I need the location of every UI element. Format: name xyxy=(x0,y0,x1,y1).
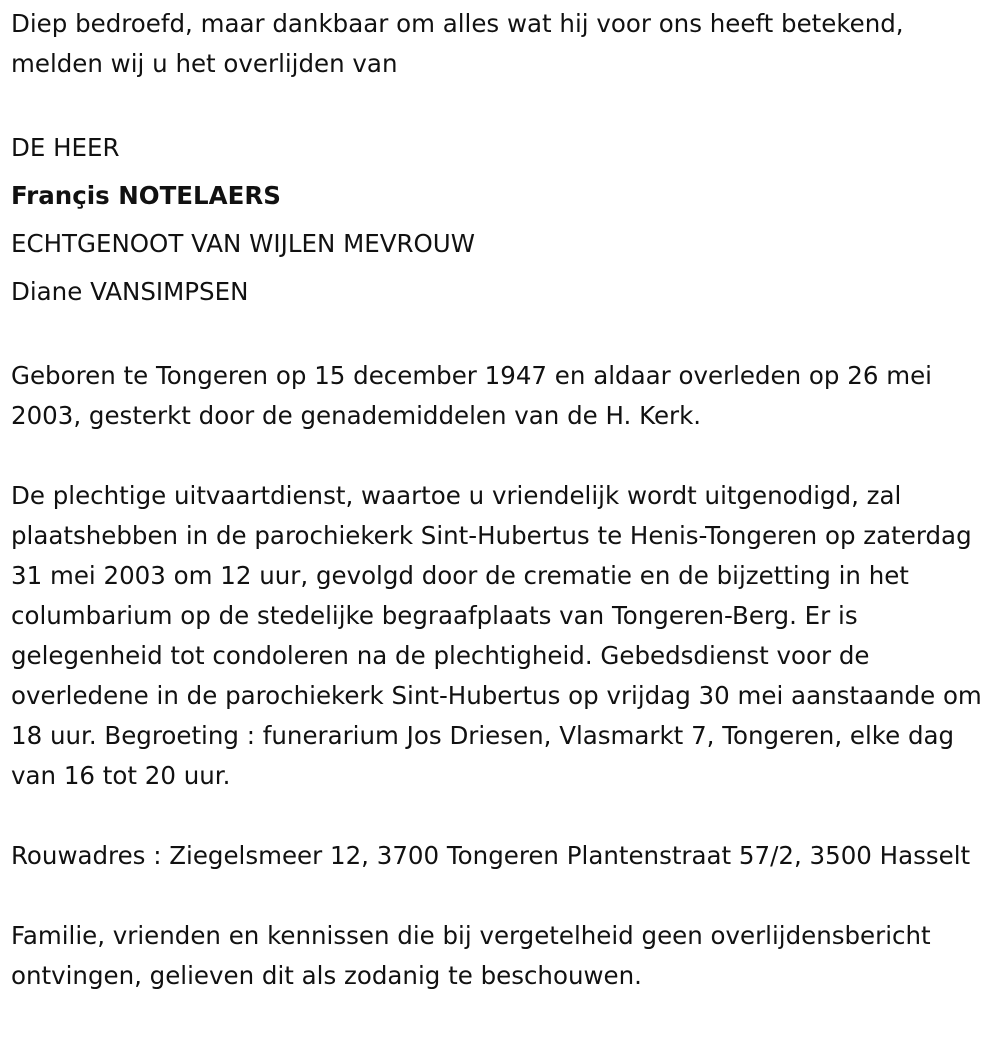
spouse-label: ECHTGENOOT VAN WIJLEN MEVROUW xyxy=(11,229,475,258)
spacer xyxy=(11,84,991,124)
spacer xyxy=(11,316,991,356)
intro-text: Diep bedroefd, maar dankbaar om alles wat hij voor ons heeft betekend, melden wij u het overlijden van xyxy=(11,9,904,78)
mourning-address: Rouwadres : Ziegelsmeer 12, 3700 Tongeren Plantenstraat 57/2, 3500 Hasselt xyxy=(11,841,971,870)
spouse-name: Diane VANSIMPSEN xyxy=(11,277,249,306)
spacer xyxy=(11,876,991,916)
deceased-name: Françis NOTELAERS xyxy=(11,181,281,210)
birth-death-text: Geboren te Tongeren op 15 december 1947 en aldaar overleden op 26 mei 2003, gesterkt door de genademiddelen van de H. Kerk. xyxy=(11,361,932,430)
ceremony-text: De plechtige uitvaartdienst, waartoe u vriendelijk wordt uitgenodigd, zal plaatshebben in de parochiekerk Sint-Hubertus te Henis-Tongeren op zaterdag 31 mei 2003 om 12 uur, gevolgd door de crematie en de bijzetting in het columbarium op de stedelijke begraafplaats van Tongeren-Berg. Er is gelegenheid tot condoleren na de plechtigheid. Gebedsdienst voor de overledene in de parochiekerk Sint-Hubertus op vrijdag 30 mei aanstaande om 18 uur. Begroeting : funerarium Jos Driesen, Vlasmarkt 7, Tongeren, elke dag van 16 tot 20 uur. xyxy=(11,481,982,790)
obituary-document xyxy=(11,4,991,996)
spacer xyxy=(11,796,991,836)
deceased-block xyxy=(11,124,991,316)
closing-text: Familie, vrienden en kennissen die bij vergetelheid geen overlijdensbericht ontvingen, gelieven dit als zodanig te beschouwen. xyxy=(11,921,931,990)
spacer xyxy=(11,436,991,476)
honorific-title: DE HEER xyxy=(11,133,120,162)
